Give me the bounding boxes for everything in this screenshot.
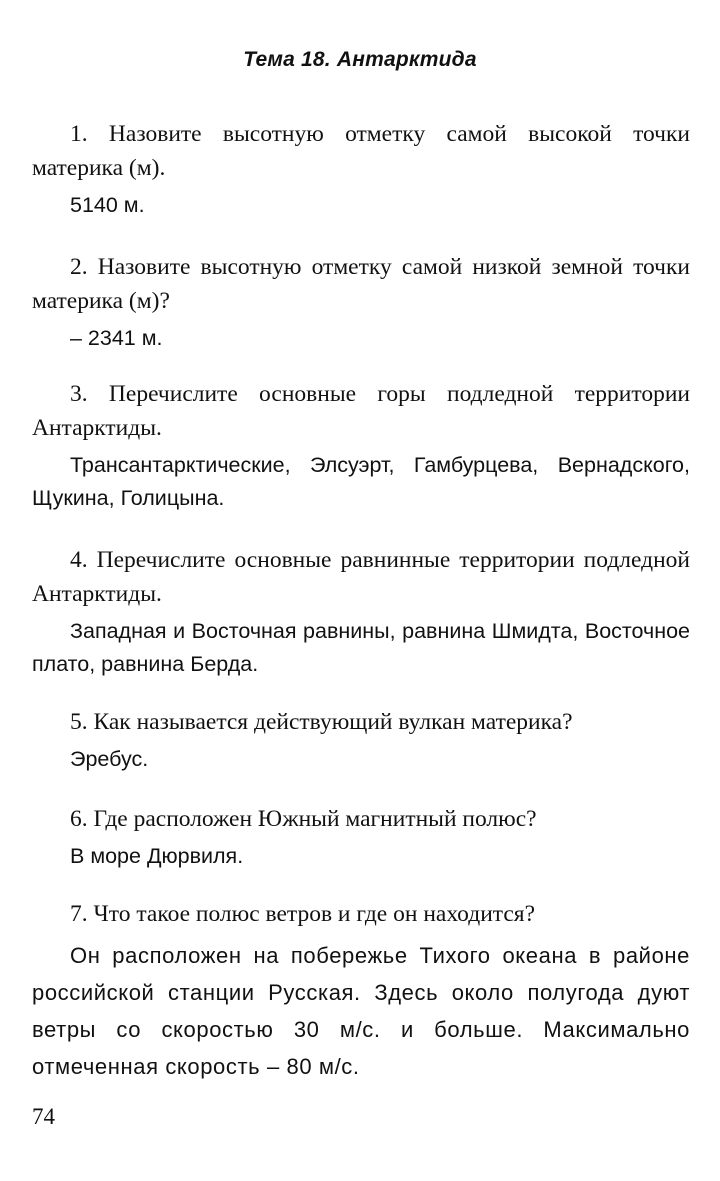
answer-text: 5140 м. — [70, 193, 145, 217]
question-block-7 — [32, 897, 690, 1085]
page-number: 74 — [32, 1104, 55, 1129]
question-text: 5. Как называется действующий вулкан материка? — [70, 709, 573, 735]
question-text: 1. Назовите высотную отметку самой высокой точки материка (м). — [32, 121, 690, 181]
answer-text: Трансантарктические, Элсуэрт, Гамбурцева, Вернадского, Щукина, Голицына. — [32, 453, 690, 510]
question-block-6 — [32, 802, 690, 873]
answer-text: Он расположен на побережье Тихого океана в районе российской станции Русская. Здесь около полугода дуют ветры со скоростью 30 м/с. и больше. Максимально отмеченная скорость – 80 м/с. — [32, 943, 690, 1079]
answer-text: Эребус. — [70, 747, 149, 771]
page-title: Тема 18. Антарктида — [243, 48, 477, 71]
question-block-2 — [32, 250, 690, 355]
question-block-1 — [32, 117, 690, 222]
question-block-5 — [32, 705, 690, 776]
question-text: 6. Где расположен Южный магнитный полюс? — [70, 806, 537, 832]
question-text: 3. Перечислите основные горы подледной территории Антарктиды. — [32, 381, 690, 441]
question-text: 4. Перечислите основные равнинные территории подледной Антарктиды. — [32, 547, 690, 607]
question-text: 7. Что такое полюс ветров и где он находится? — [70, 901, 536, 927]
answer-text: Западная и Восточная равнины, равнина Шмидта, Восточное плато, равнина Берда. — [32, 619, 690, 676]
question-block-3 — [32, 377, 690, 515]
answer-text: В море Дюрвиля. — [70, 844, 244, 868]
question-block-4 — [32, 543, 690, 681]
answer-text: – 2341 м. — [70, 326, 163, 350]
question-text: 2. Назовите высотную отметку самой низкой земной точки материка (м)? — [32, 254, 690, 314]
